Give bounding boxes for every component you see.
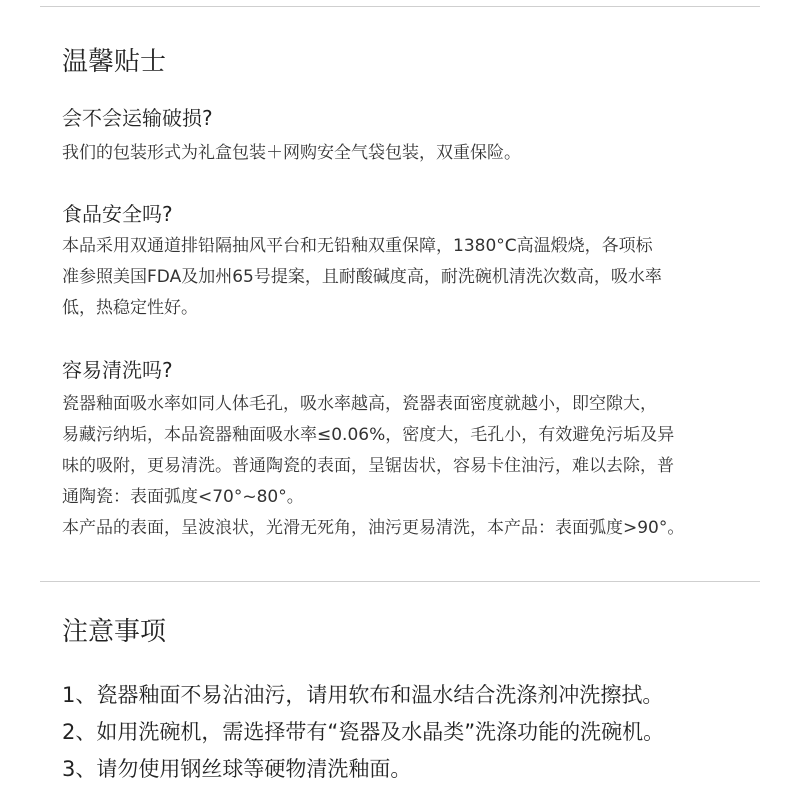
answer-food-safety bbox=[62, 231, 762, 324]
answer-line: 本产品的表面，呈波浪状，光滑无死角，油污更易清洗，本产品：表面弧度>90°。 bbox=[62, 518, 685, 538]
list-item: 3、请勿使用钢丝球等硬物清洗釉面。 bbox=[62, 757, 412, 781]
notes-section-title: 注意事项 bbox=[62, 617, 167, 647]
answer-shipping-damage bbox=[62, 138, 762, 169]
answer-easy-cleaning bbox=[62, 389, 762, 544]
answer-line: 瓷器釉面吸水率如同人体毛孔，吸水率越高，瓷器表面密度就越小，即空隙大， bbox=[62, 394, 657, 414]
top-divider bbox=[40, 6, 760, 7]
list-item: 2、如用洗碗机，需选择带有“瓷器及水晶类”洗涤功能的洗碗机。 bbox=[62, 720, 665, 744]
notes-list bbox=[62, 677, 664, 788]
answer-line: 易藏污纳垢，本品瓷器釉面吸水率≤0.06%，密度大，毛孔小，有效避免污垢及异 bbox=[62, 425, 675, 445]
question-easy-cleaning: 容易清洗吗? bbox=[62, 358, 173, 382]
tips-section-title: 温馨贴士 bbox=[62, 47, 167, 77]
answer-line: 通陶瓷：表面弧度<70°~80°。 bbox=[62, 487, 304, 507]
answer-line: 准参照美国FDA及加州65号提案，且耐酸碱度高，耐洗碗机清洗次数高，吸水率 bbox=[62, 267, 662, 287]
question-shipping-damage: 会不会运输破损? bbox=[62, 106, 213, 130]
answer-line: 味的吸附，更易清洗。普通陶瓷的表面，呈锯齿状，容易卡住油污，难以去除，普 bbox=[62, 456, 674, 476]
answer-line: 我们的包装形式为礼盒包装＋网购安全气袋包装，双重保险。 bbox=[62, 143, 521, 163]
answer-line: 低，热稳定性好。 bbox=[62, 298, 198, 318]
answer-line: 本品采用双通道排铅隔抽风平台和无铅釉双重保障，1380°C高温煅烧，各项标 bbox=[62, 236, 653, 256]
list-item: 1、瓷器釉面不易沾油污，请用软布和温水结合洗涤剂冲洗擦拭。 bbox=[62, 683, 664, 707]
question-food-safety: 食品安全吗? bbox=[62, 202, 173, 226]
section-divider bbox=[40, 581, 760, 582]
